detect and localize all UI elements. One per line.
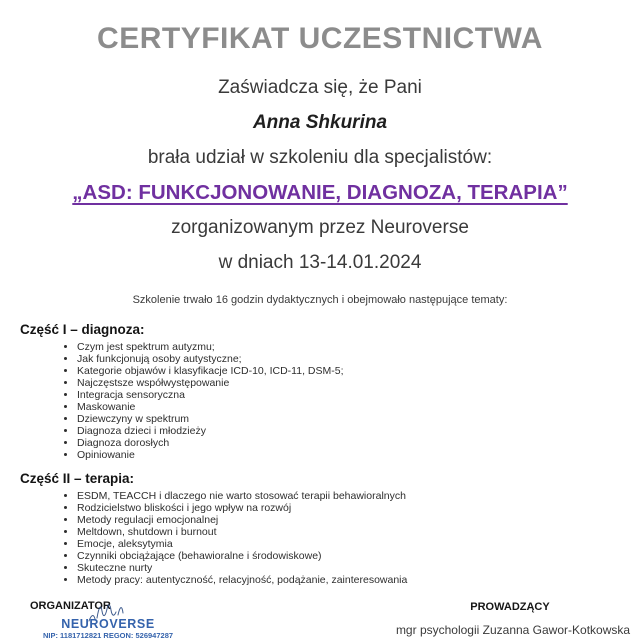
certificate-title: CERTYFIKAT UCZESTNICTWA <box>97 22 543 55</box>
list-item: • Diagnoza dorosłych <box>77 437 620 449</box>
organizer-ids: NIP: 1181712821 REGON: 526947287 <box>42 631 174 640</box>
course-title: „ASD: FUNKCJONOWANIE, DIAGNOZA, TERAPIA” <box>72 181 568 204</box>
list-item: • Maskowanie <box>77 401 620 413</box>
dates-line: w dniach 13-14.01.2024 <box>218 252 422 273</box>
signature-icon <box>86 601 132 628</box>
list-item: • ESDM, TEACCH i dlaczego nie warto stosować terapii behawioralnych <box>77 490 620 502</box>
list-item: • Metody regulacji emocjonalnej <box>77 514 620 526</box>
presenter-label: PROWADZĄCY <box>470 601 550 613</box>
part1-heading: Część I – diagnoza: <box>20 322 145 337</box>
section-part1 <box>0 322 640 461</box>
list-item: • Integracja sensoryczna <box>77 389 620 401</box>
list-item: • Meltdown, shutdown i burnout <box>77 526 620 538</box>
list-item: • Diagnoza dzieci i młodzieży <box>77 425 620 437</box>
list-item: • Czym jest spektrum autyzmu; <box>77 341 620 353</box>
list-item: • Najczęstsze współwystępowanie <box>77 377 620 389</box>
list-item: • Emocje, aleksytymia <box>77 538 620 550</box>
presenter-name: mgr psychologii Zuzanna Gawor-Kotkowska <box>395 623 631 637</box>
organized-by-line: zorganizowanym przez Neuroverse <box>171 217 469 238</box>
list-item: • Czynniki obciążające (behawioralne i środowiskowe) <box>77 550 620 562</box>
part2-heading: Część II – terapia: <box>20 471 135 486</box>
part1-topic-list <box>20 341 620 461</box>
certificate-body <box>0 70 640 280</box>
list-item: • Kategorie objawów i klasyfikacje ICD-10, ICD-11, DSM-5; <box>77 365 620 377</box>
part2-topic-list <box>20 490 620 586</box>
list-item: • Metody pracy: autentyczność, relacyjność, podążanie, zainteresowania <box>77 574 620 586</box>
participant-name: Anna Shkurina <box>252 112 388 133</box>
list-item: • Skuteczne nurty <box>77 562 620 574</box>
summary-line: Szkolenie trwało 16 godzin dydaktycznych i obejmowało następujące tematy: <box>132 294 508 306</box>
section-part2 <box>0 471 640 586</box>
organizer-label: ORGANIZATOR <box>30 600 111 612</box>
list-item: • Rodzicielstwo bliskości i jego wpływ na rozwój <box>77 502 620 514</box>
list-item: • Opiniowanie <box>77 449 620 461</box>
list-item: • Dziewczyny w spektrum <box>77 413 620 425</box>
intro-line: Zaświadcza się, że Pani <box>218 77 422 98</box>
organizer-name: NEUROVERSE <box>61 617 155 631</box>
participation-line: brała udział w szkoleniu dla specjalistów: <box>147 147 493 168</box>
list-item: • Jak funkcjonują osoby autystyczne; <box>77 353 620 365</box>
